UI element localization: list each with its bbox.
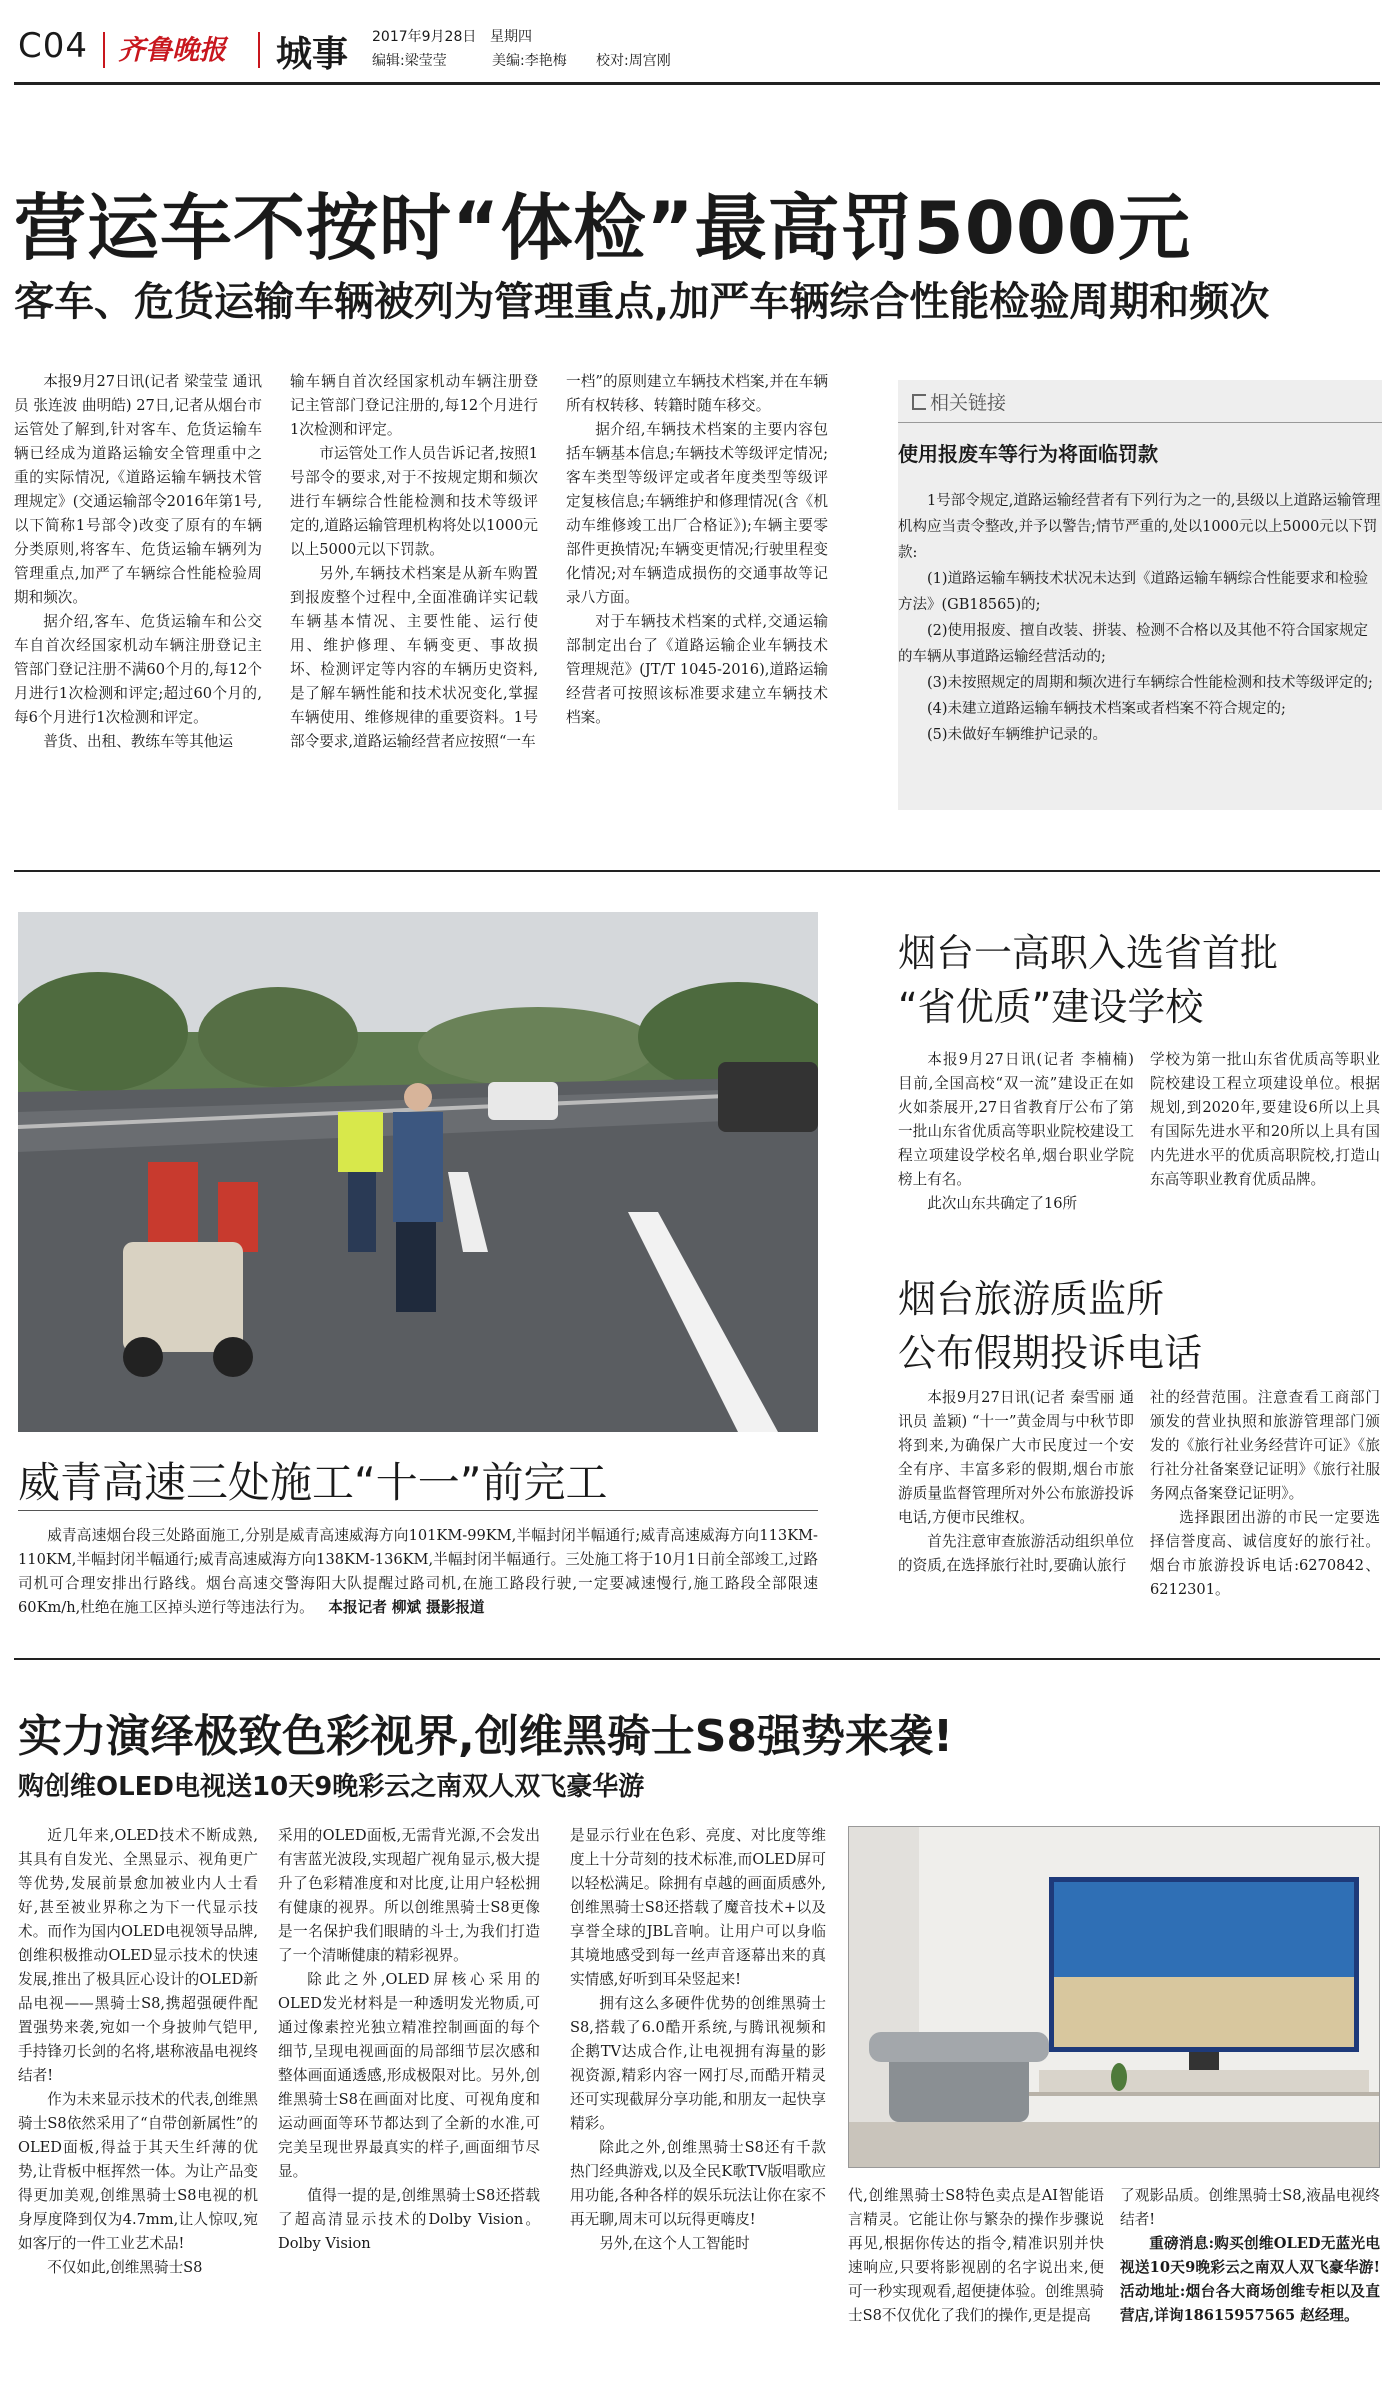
sidebar-item: (1)道路运输车辆技术状况未达到《道路运输车辆综合性能要求和检验方法》(GB18565)的;	[898, 571, 1369, 613]
story3-headline-line2: 公布假期投诉电话	[898, 1331, 1203, 1375]
paragraph: 了观影品质。创维黑骑士S8,液晶电视终结者!	[1120, 2187, 1380, 2228]
masthead-divider	[103, 32, 105, 68]
lead-headline: 营运车不按时“体检”最高罚5000元	[14, 186, 1192, 270]
lead-column-2	[290, 370, 538, 754]
lead-column-3	[566, 370, 828, 730]
bracket-icon	[912, 394, 926, 410]
photo-credit: 本报记者 柳斌 摄影报道	[328, 1599, 485, 1616]
photo-caption-text: 威青高速烟台段三处路面施工,分别是威青高速威海方向101KM-99KM,半幅封闭半幅通行;威青高速威海方向113KM-110KM,半幅封闭半幅通行;威青高速威海方向138KM-136KM,半幅封闭半幅通行。三处施工将于10月1日前全部竣工,过路司机可合理安排出行路线。烟台高速交警海阳大队提醒过路司机,在施工路段行驶,一定要减速慢行,施工路段全部限速60Km/h,杜绝在施工区掉头逆行等违法行为。	[18, 1527, 818, 1616]
paragraph: 不仅如此,创维黑骑士S8	[47, 2259, 203, 2276]
living-room-illustration	[849, 1827, 1379, 2167]
paragraph: 拥有这么多硬件优势的创维黑骑士S8,搭载了6.0酷开系统,与腾讯视频和企鹅TV达成合作,让电视拥有海量的影视资源,精彩内容一网打尽,而酷开精灵还可实现截屏分享功能,和朋友一起快享精彩。	[570, 1995, 826, 2132]
advert-headline: 实力演绎极致色彩视界,创维黑骑士S8强势来袭!	[18, 1711, 954, 1762]
paragraph: 普货、出租、教练车等其他运	[43, 733, 233, 750]
lead-subhead: 客车、危货运输车辆被列为管理重点,加严车辆综合性能检验周期和频次	[14, 279, 1270, 325]
paragraph: 作为未来显示技术的代表,创维黑骑士S8依然采用了“自带创新属性”的OLED面板,得益于其天生纤薄的优势,让背板中框挥然一体。为让产品变得更加美观,创维黑骑士S8电视的机身厚度降到仅为4.7mm,让人惊叹,宛如客厅的一件工业艺术品!	[18, 2091, 258, 2252]
paragraph: 值得一提的是,创维黑骑士S8还搭载了超高清显示技术的Dolby Vision。Dolby Vision	[278, 2187, 540, 2252]
story3-headline-line1: 烟台旅游质监所	[898, 1277, 1165, 1321]
paragraph: 据介绍,车辆技术档案的主要内容包括车辆基本信息;车辆技术等级评定情况;客车类型等级评定或者年度类型等级评定复核信息;车辆维护和修理情况(含《机动车维修竣工出厂合格证》);车辆主要零部件更换情况;车辆变更情况;行驶里程变化情况;对车辆造成损伤的交通事故等记录八方面。	[566, 421, 828, 606]
sidebar-body	[898, 488, 1382, 748]
paragraph: 近几年来,OLED技术不断成熟,其具有自发光、全黑显示、视角更广等优势,发展前景愈加被业内人士看好,甚至被业界称之为下一代显示技术。而作为国内OLED电视领导品牌,创维积极推动OLED显示技术的快速发展,推出了极具匠心设计的OLED新品电视——黑骑士S8,携超强硬件配置强势来袭,宛如一个身披帅气铠甲,手持锋刃长剑的名将,堪称液晶电视终结者!	[18, 1827, 258, 2084]
paper-name: 齐鲁晚报	[118, 35, 226, 66]
sidebar-item: (3)未按照规定的周期和频次进行车辆综合性能检测和技术等级评定的;	[927, 675, 1373, 691]
paragraph: 社的经营范围。注意查看工商部门颁发的营业执照和旅游管理部门颁发的《旅行社业务经营许可证》《旅行社分社备案登记证明》《旅行社服务网点备案登记证明》。	[1150, 1389, 1380, 1502]
paragraph: 代,创维黑骑士S8特色卖点是AI智能语言精灵。它能让你与繁杂的操作步骤说再见,根据你传达的指令,精准识别并快速响应,只要将影视剧的名字说出来,便可一秒实现观看,超便捷体验。创维黑骑士S8不仅优化了我们的操作,更是提高	[848, 2187, 1104, 2324]
proofreader-credit: 校对:周宫刚	[596, 53, 671, 69]
section-rule	[14, 870, 1380, 872]
advert-column-4	[848, 2184, 1104, 2328]
story3-column-1	[898, 1386, 1134, 1578]
sidebar-title: 使用报废车等行为将面临罚款	[898, 442, 1158, 466]
paragraph: 学校为第一批山东省优质高等职业院校建设工程立项建设单位。根据规划,到2020年,要建设6所以上具有国际先进水平和20所以上具有国内先进水平的优质高职院校,打造山东高等职业教育优质品牌。	[1150, 1051, 1380, 1188]
paragraph: 是显示行业在色彩、亮度、对比度等维度上十分苛刻的技术标准,而OLED屏可以轻松满足。除拥有卓越的画面质感外,创维黑骑士S8还搭载了魔音技术+以及享誉全球的JBL音响。让用户可以身临其境地感受到每一丝声音逐幕出来的真实情感,好听到耳朵竖起来!	[570, 1827, 826, 1988]
advert-column-2	[278, 1824, 540, 2256]
paragraph: 本报9月27日讯(记者 秦雪丽 通讯员 盖颖) “十一”黄金周与中秋节即将到来,为确保广大市民度过一个安全有序、丰富多彩的假期,烟台市旅游质量监督管理所对外公布旅游投诉电话,方便市民维权。	[898, 1389, 1134, 1526]
sidebar-rule	[898, 422, 1382, 423]
sidebar-item: (5)未做好车辆维护记录的。	[927, 727, 1108, 743]
sidebar-intro: 1号部令规定,道路运输经营者有下列行为之一的,县级以上道路运输管理机构应当责令整改,并予以警告;情节严重的,处以1000元以上5000元以下罚款:	[898, 493, 1381, 561]
paragraph: 本报9月27日讯(记者 梁莹莹 通讯员 张连波 曲明皓) 27日,记者从烟台市运管处了解到,针对客车、危货运输车辆已经成为道路运输安全管理重中之重的实际情况,《道路运输车辆技术管理规定》(交通运输部令2016年第1号,以下简称1号部令)改变了原有的车辆分类原则,将客车、危货运输车辆列为管理重点,加严了车辆综合性能检验周期和频次。	[14, 373, 262, 606]
advert-column-5	[1120, 2184, 1380, 2328]
paragraph: 采用的OLED面板,无需背光源,不会发出有害蓝光波段,实现超广视角显示,极大提升了色彩精准度和对比度,让用户轻松拥有健康的视界。所以创维黑骑士S8更像是一名保护我们眼睛的斗士,为我们打造了一个清晰健康的精彩视界。	[278, 1827, 540, 1964]
story3-column-2	[1150, 1386, 1380, 1602]
paragraph: 选择跟团出游的市民一定要选择信誉度高、诚信度好的旅行社。烟台市旅游投诉电话:6270842、6212301。	[1150, 1509, 1380, 1598]
photo-caption	[18, 1524, 818, 1620]
paragraph: 据介绍,客车、危货运输车和公交车自首次经国家机动车辆注册登记主管部门登记注册不满60个月的,每12个月进行1次检测和评定;超过60个月的,每6个月进行1次检测和评定。	[14, 613, 262, 726]
story2-column-2	[1150, 1048, 1380, 1192]
paragraph: 首先注意审查旅游活动组织单位的资质,在选择旅行社时,要确认旅行	[898, 1533, 1134, 1574]
highway-construction-photo	[18, 912, 818, 1432]
section-rule	[14, 1658, 1380, 1660]
masthead-divider	[258, 32, 260, 68]
advert-column-3	[570, 1824, 826, 2256]
paragraph: 对于车辆技术档案的式样,交通运输部制定出台了《道路运输企业车辆技术管理规范》(JT/T 1045-2016),道路运输经营者可按照该标准要求建立车辆技术档案。	[566, 613, 828, 726]
related-links-tab	[912, 388, 1006, 415]
designer-credit: 美编:李艳梅	[492, 53, 567, 69]
advert-subhead: 购创维OLED电视送10天9晚彩云之南双人双飞豪华游	[18, 1772, 645, 1802]
paragraph: 一档”的原则建立车辆技术档案,并在车辆所有权转移、转籍时随车移交。	[566, 373, 828, 414]
paragraph: 另外,在这个人工智能时	[599, 2235, 750, 2252]
photo-story-headline: 威青高速三处施工“十一”前完工	[18, 1458, 608, 1507]
paragraph: 本报9月27日讯(记者 李楠楠) 目前,全国高校“双一流”建设正在如火如荼展开,27日省教育厅公布了第一批山东省优质高等职业院校建设工程立项建设学校名单,烟台职业学院榜上有名。	[898, 1051, 1134, 1188]
sidebar-item: (2)使用报废、擅自改装、拼装、检测不合格以及其他不符合国家规定的车辆从事道路运输经营活动的;	[898, 623, 1369, 665]
paragraph: 除此之外,创维黑骑士S8还有千款热门经典游戏,以及全民K歌TV版唱歌应用功能,各种各样的娱乐玩法让你在家不再无聊,周末可以玩得更嗨皮!	[570, 2139, 826, 2228]
highway-scene-illustration	[18, 912, 818, 1432]
story2-column-1	[898, 1048, 1134, 1216]
issue-date: 2017年9月28日	[372, 29, 477, 45]
paragraph: 市运管处工作人员告诉记者,按照1号部令的要求,对于不按规定期和频次进行车辆综合性能检测和技术等级评定的,道路运输管理机构将处以1000元以上5000元以下罚款。	[290, 445, 538, 558]
page-number: C04	[18, 26, 89, 66]
story2-headline-line1: 烟台一高职入选省首批	[898, 931, 1279, 975]
paragraph: 另外,车辆技术档案是从新车购置到报废整个过程中,全面准确详实记载车辆基本情况、主要性能、运行使用、维护修理、车辆变更、事故损坏、检测评定等内容的车辆历史资料,是了解车辆性能和技术状况变化,掌握车辆使用、维修规律的重要资料。1号部令要求,道路运输经营者应按照“一车	[290, 565, 538, 750]
paragraph: 此次山东共确定了16所	[927, 1195, 1078, 1212]
lead-column-1	[14, 370, 262, 754]
editor-credit: 编辑:梁莹莹	[372, 53, 447, 69]
advert-column-1	[18, 1824, 258, 2280]
related-links-label: 相关链接	[930, 392, 1007, 414]
story2-headline-line2: “省优质”建设学校	[898, 985, 1204, 1029]
paragraph: 输车辆自首次经国家机动车辆注册登记主管部门登记注册的,每12个月进行1次检测和评定。	[290, 373, 538, 438]
paragraph: 除此之外,OLED屏核心采用的OLED发光材料是一种透明发光物质,可通过像素控光独立精准控制画面的每个细节,呈现电视画面的局部细节层次感和整体画面通透感,形成极限对比。另外,创维黑骑士S8在画面对比度、可视角度和运动画面等环节都达到了全新的水准,可完美呈现世界最真实的样子,画面细节尽显。	[278, 1971, 540, 2180]
masthead-rule	[14, 82, 1380, 85]
section-name: 城事	[276, 34, 349, 75]
issue-weekday: 星期四	[490, 29, 532, 45]
tv-product-photo	[848, 1826, 1380, 2168]
photo-story-rule	[18, 1510, 818, 1511]
sidebar-item: (4)未建立道路运输车辆技术档案或者档案不符合规定的;	[927, 701, 1286, 717]
paragraph: 重磅消息:购买创维OLED无蓝光电视送10天9晚彩云之南双人双飞豪华游!活动地址:烟台各大商场创维专柜以及直营店,详询18615957565 赵经理。	[1120, 2235, 1380, 2324]
